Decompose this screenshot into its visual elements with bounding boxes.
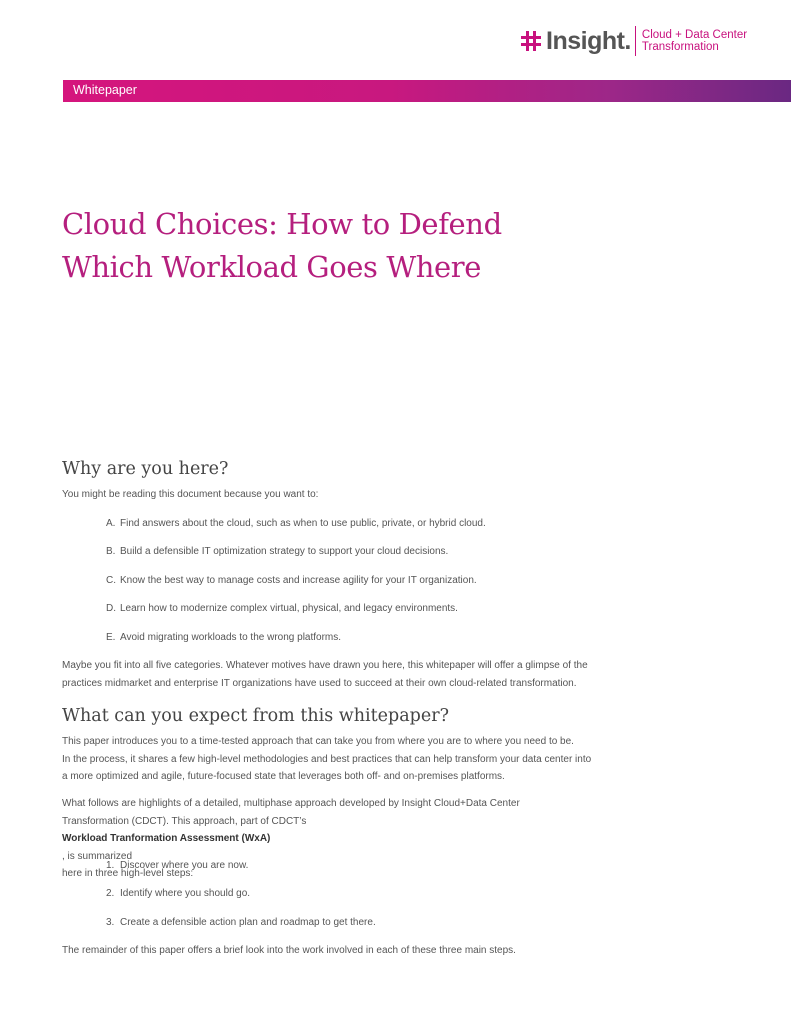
list-item	[106, 574, 477, 588]
list-item-text: Identify where you should go.	[120, 888, 251, 899]
tagline-line: Transformation	[641, 41, 719, 53]
list-item-text: Avoid migrating workloads to the wrong platforms.	[120, 632, 342, 643]
paragraph-line: Maybe you fit into all five categories. Whatever motives have drawn you here, this whitepaper will offer a glimpse of the	[62, 660, 588, 671]
logo-wordmark: Insight.	[546, 26, 631, 55]
paragraph	[62, 733, 591, 786]
list-item	[106, 602, 458, 616]
text-run: , is summarized	[62, 850, 133, 862]
list-marker: D.	[106, 603, 116, 614]
tagline-line: Cloud + Data Center	[641, 29, 748, 41]
list-item-text: Find answers about the cloud, such as when to use public, private, or hybrid cloud.	[120, 518, 486, 529]
logo-tagline	[642, 29, 747, 53]
text-run: Transformation (CDCT). This approach, part of CDCT’s	[62, 815, 307, 827]
list-marker: B.	[106, 546, 116, 557]
list-item-text: Learn how to modernize complex virtual, physical, and legacy environments.	[120, 603, 458, 614]
list-item-text: Build a defensible IT optimization strategy to support your cloud decisions.	[120, 546, 449, 557]
list-marker: 1.	[106, 860, 115, 871]
list-marker: 3.	[106, 917, 115, 928]
paragraph: You might be reading this document because you want to:	[62, 489, 319, 500]
insight-mark-icon	[520, 30, 542, 52]
list-marker: E.	[106, 632, 116, 643]
list-item	[106, 631, 341, 645]
wxa-emphasis: Workload Tranformation Assessment (WxA)	[62, 833, 271, 844]
section-heading-why: Why are you here?	[62, 459, 229, 479]
title-line: Cloud Choices: How to Defend	[62, 207, 502, 241]
paragraph: The remainder of this paper offers a brief look into the work involved in each of these three main steps.	[62, 945, 516, 956]
paragraph-line: a more optimized and agile, future-focused state that leverages both off- and on-premises platforms.	[62, 771, 505, 782]
paragraph-line: here in three high-level steps:	[62, 868, 194, 879]
list-item	[106, 887, 250, 901]
list-item	[106, 545, 448, 559]
list-item-text: Create a defensible action plan and roadmap to get there.	[120, 917, 376, 928]
paragraph-line	[62, 813, 520, 866]
insight-logo	[520, 24, 747, 58]
list-marker: C.	[106, 575, 116, 586]
section-heading-expect: What can you expect from this whitepaper?	[62, 706, 449, 726]
list-marker: A.	[106, 518, 116, 529]
paragraph-line: This paper introduces you to a time-tested approach that can take you from where you are to where you need to be.	[62, 736, 574, 747]
logo-divider	[635, 26, 636, 56]
banner-label: Whitepaper	[73, 83, 137, 97]
list-item	[106, 916, 376, 930]
paragraph-line: practices midmarket and enterprise IT organizations have used to succeed at their own cloud-related transformation.	[62, 677, 577, 689]
title-line: Which Workload Goes Where	[62, 250, 481, 284]
document-type-banner	[63, 80, 791, 102]
paragraph-line: In the process, it shares a few high-level methodologies and best practices that can help transform your data center into	[62, 753, 592, 765]
list-item-text: Know the best way to manage costs and increase agility for your IT organization.	[120, 575, 477, 586]
paragraph-line: What follows are highlights of a detailed, multiphase approach developed by Insight Cloud+Data Center	[62, 798, 520, 809]
list-item	[106, 859, 248, 873]
paragraph	[62, 657, 588, 692]
document-title	[62, 203, 502, 289]
list-item-text: Discover where you are now.	[120, 860, 249, 871]
list-marker: 2.	[106, 888, 115, 899]
list-item	[106, 517, 486, 531]
